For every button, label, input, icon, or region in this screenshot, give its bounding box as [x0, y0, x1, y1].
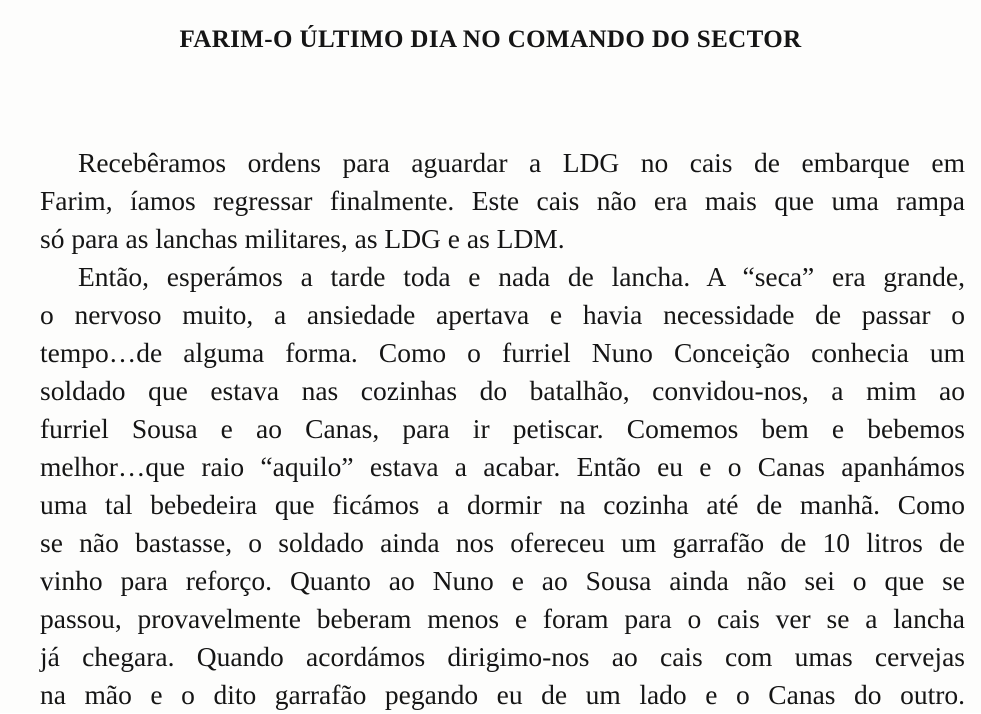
- text-line: Farim, íamos regressar finalmente. Este cais não era mais que uma rampa: [40, 185, 965, 216]
- text-line: uma tal bebedeira que ficámos a dormir na cozinha até de manhã. Como: [40, 489, 965, 520]
- text-line: o nervoso muito, a ansiedade apertava e havia necessidade de passar o: [40, 299, 965, 330]
- text-line: tempo…de alguma forma. Como o furriel Nuno Conceição conhecia um: [40, 337, 965, 368]
- body-text: [40, 144, 965, 714]
- text-line: melhor…que raio “aquilo” estava a acabar. Então eu e o Canas apanhámos: [40, 451, 965, 482]
- text-line: passou, provavelmente beberam menos e foram para o cais ver se a lancha: [40, 603, 965, 634]
- text-line: já chegara. Quando acordámos dirigimo-nos ao cais com umas cervejas: [40, 641, 965, 672]
- text-line: se não bastasse, o soldado ainda nos ofereceu um garrafão de 10 litros de: [40, 527, 965, 558]
- text-line: só para as lanchas militares, as LDG e as LDM.: [40, 223, 565, 254]
- text-line: Então, esperámos a tarde toda e nada de lancha. A “seca” era grande,: [78, 261, 965, 292]
- chapter-title: FARIM-O ÚLTIMO DIA NO COMANDO DO SECTOR: [179, 26, 802, 53]
- text-line: vinho para reforço. Quanto ao Nuno e ao Sousa ainda não sei o que se: [40, 565, 965, 596]
- text-line: na mão e o dito garrafão pegando eu de um lado e o Canas do outro.: [40, 679, 965, 710]
- text-line: furriel Sousa e ao Canas, para ir petiscar. Comemos bem e bebemos: [40, 413, 965, 444]
- text-line: soldado que estava nas cozinhas do batalhão, convidou-nos, a mim ao: [40, 375, 965, 406]
- text-line: Recebêramos ordens para aguardar a LDG no cais de embarque em: [78, 147, 965, 178]
